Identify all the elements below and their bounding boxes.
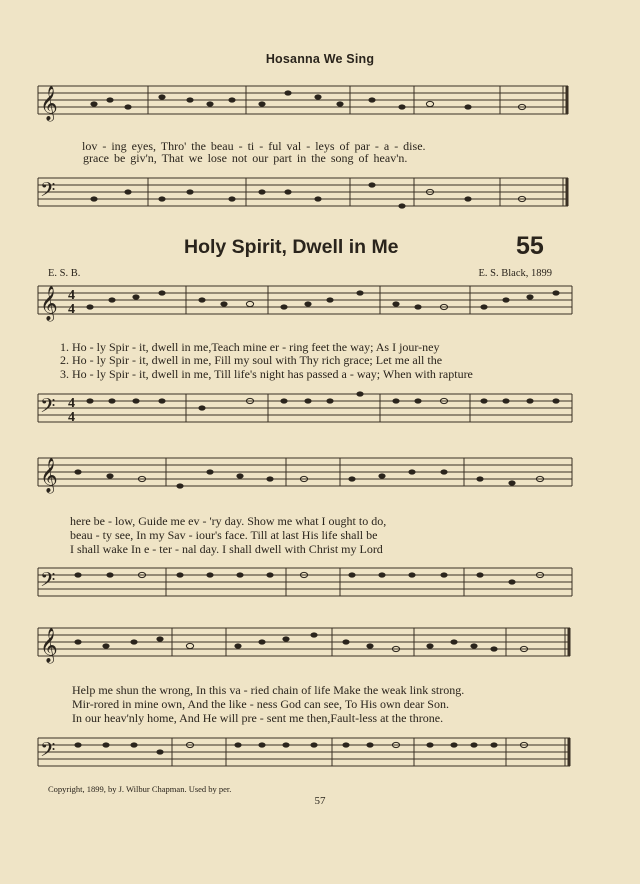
verse-2-system-1: 2. Ho - ly Spir - it, dwell in me, Fill my soul with Thy rich grace; Let me all the	[60, 353, 443, 367]
verse-3-system-3: In our heav'nly home, And He will pre - sent me then,Fault-less at the throne.	[72, 711, 444, 725]
previous-hymn-lyric-line-1: lov - ing eyes, Thro' the beau - ti - ful val - leys of par - a - dise.	[82, 139, 426, 153]
previous-hymn-bass-staff	[0, 170, 640, 226]
system-1-treble-staff	[0, 280, 640, 332]
system-3-treble-staff	[0, 622, 640, 674]
svg-text:𝄞: 𝄞	[40, 458, 58, 493]
verse-1-system-2: here be - low, Guide me ev - 'ry day. Show me what I ought to do,	[70, 514, 387, 528]
svg-text:𝄢: 𝄢	[40, 394, 56, 422]
verse-3-system-2: I shall wake In e - ter - nal day. I shall dwell with Christ my Lord	[70, 542, 383, 556]
previous-hymn-lyric-line-2: grace be giv'n, That we lose not our part in the song of heav'n.	[83, 151, 408, 165]
verse-2-system-2: beau - ty see, In my Sav - iour's face. Till at last His life shall be	[70, 528, 378, 542]
svg-text:4: 4	[68, 410, 75, 425]
music-credit: E. S. Black, 1899	[478, 268, 552, 279]
page-number: 57	[314, 795, 326, 807]
previous-hymn-treble-staff	[0, 80, 640, 130]
verse-2-system-3: Mir-rored in mine own, And the like - ness God can see, To His own dear Son.	[72, 697, 449, 711]
svg-text:𝄢: 𝄢	[40, 178, 56, 206]
svg-text:4: 4	[68, 396, 75, 411]
svg-text:𝄞: 𝄞	[40, 628, 58, 663]
copyright-notice: Copyright, 1899, by J. Wilbur Chapman. Used by per.	[48, 784, 232, 794]
system-2-bass-staff	[0, 560, 640, 612]
svg-text:𝄞: 𝄞	[40, 86, 58, 121]
time-signature-bottom: 4	[68, 302, 75, 317]
svg-text:𝄞: 𝄞	[40, 286, 58, 321]
system-1-bass-staff	[0, 386, 640, 438]
time-signature-top: 4	[68, 288, 75, 303]
hymn-title: Holy Spirit, Dwell in Me	[184, 236, 399, 258]
previous-hymn-title: Hosanna We Sing	[265, 52, 375, 66]
svg-text:𝄢: 𝄢	[40, 568, 56, 596]
hymn-number: 55	[516, 232, 544, 260]
words-credit: E. S. B.	[48, 268, 81, 279]
verse-3-system-1: 3. Ho - ly Spir - it, dwell in me, Till life's night has passed a - way; When with rapture	[60, 367, 473, 381]
verse-1-system-3: Help me shun the wrong, In this va - ried chain of life Make the weak link strong.	[72, 683, 465, 697]
svg-text:𝄢: 𝄢	[40, 738, 56, 766]
verse-1-system-1: 1. Ho - ly Spir - it, dwell in me,Teach mine er - ring feet the way; As I jour-ney	[60, 340, 440, 354]
system-3-bass-staff	[0, 730, 640, 782]
system-2-treble-staff	[0, 452, 640, 504]
